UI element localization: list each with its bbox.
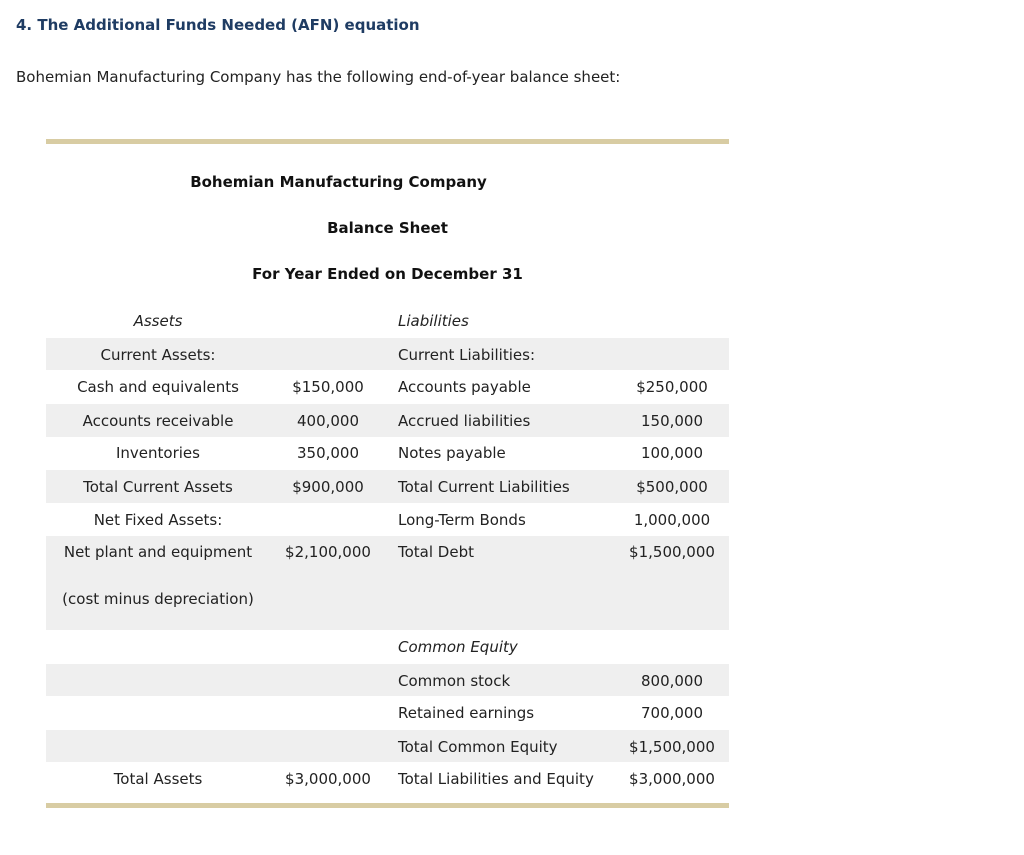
liabilities-header: Liabilities xyxy=(398,312,469,330)
asset-value: $3,000,000 xyxy=(285,770,371,788)
asset-value: $2,100,000 xyxy=(285,543,371,561)
asset-label: Net Fixed Assets: xyxy=(93,511,223,529)
liability-value: $1,500,000 xyxy=(629,543,715,561)
liability-value: $1,500,000 xyxy=(629,738,715,756)
liability-value: $250,000 xyxy=(636,378,708,396)
asset-label: Net plant and equipment xyxy=(63,543,253,561)
liability-label: Total Current Liabilities xyxy=(398,478,570,496)
company-name: Bohemian Manufacturing Company xyxy=(190,173,487,191)
asset-label: Current Assets: xyxy=(100,346,216,364)
liability-label: Long-Term Bonds xyxy=(398,511,526,529)
sheet-period: For Year Ended on December 31 xyxy=(252,265,523,283)
asset-label: Cash and equivalents xyxy=(77,378,239,396)
assets-header: Assets xyxy=(133,312,183,330)
liability-label: Total Debt xyxy=(398,543,474,561)
liability-label: Retained earnings xyxy=(398,704,535,722)
liability-label: Total Common Equity xyxy=(398,738,558,756)
liability-label: Current Liabilities: xyxy=(398,346,535,364)
liability-value: 100,000 xyxy=(640,444,704,462)
liability-value: $500,000 xyxy=(636,478,708,496)
section-heading: 4. The Additional Funds Needed (AFN) equation xyxy=(16,16,420,34)
asset-label: Total Current Assets xyxy=(83,478,233,496)
asset-value: 400,000 xyxy=(296,412,360,430)
bottom-divider xyxy=(46,803,729,808)
sheet-title: Balance Sheet xyxy=(327,219,448,237)
liability-value: 700,000 xyxy=(640,704,704,722)
asset-label: (cost minus depreciation) xyxy=(62,590,254,608)
intro-text: Bohemian Manufacturing Company has the following end-of-year balance sheet: xyxy=(16,68,621,86)
asset-value: $900,000 xyxy=(292,478,364,496)
liability-label: Common Equity xyxy=(398,638,518,656)
liability-label: Accounts payable xyxy=(398,378,531,396)
top-divider xyxy=(46,139,729,144)
liability-value: $3,000,000 xyxy=(629,770,715,788)
asset-value: $150,000 xyxy=(292,378,364,396)
liability-label: Total Liabilities and Equity xyxy=(398,770,594,788)
liability-value: 150,000 xyxy=(640,412,704,430)
liability-value: 1,000,000 xyxy=(633,511,711,529)
liability-label: Notes payable xyxy=(398,444,506,462)
asset-value: 350,000 xyxy=(296,444,360,462)
liability-value: 800,000 xyxy=(640,672,704,690)
asset-label: Total Assets xyxy=(113,770,203,788)
asset-label: Accounts receivable xyxy=(82,412,234,430)
liability-label: Common stock xyxy=(398,672,511,690)
asset-label: Inventories xyxy=(116,444,200,462)
liability-label: Accrued liabilities xyxy=(398,412,531,430)
